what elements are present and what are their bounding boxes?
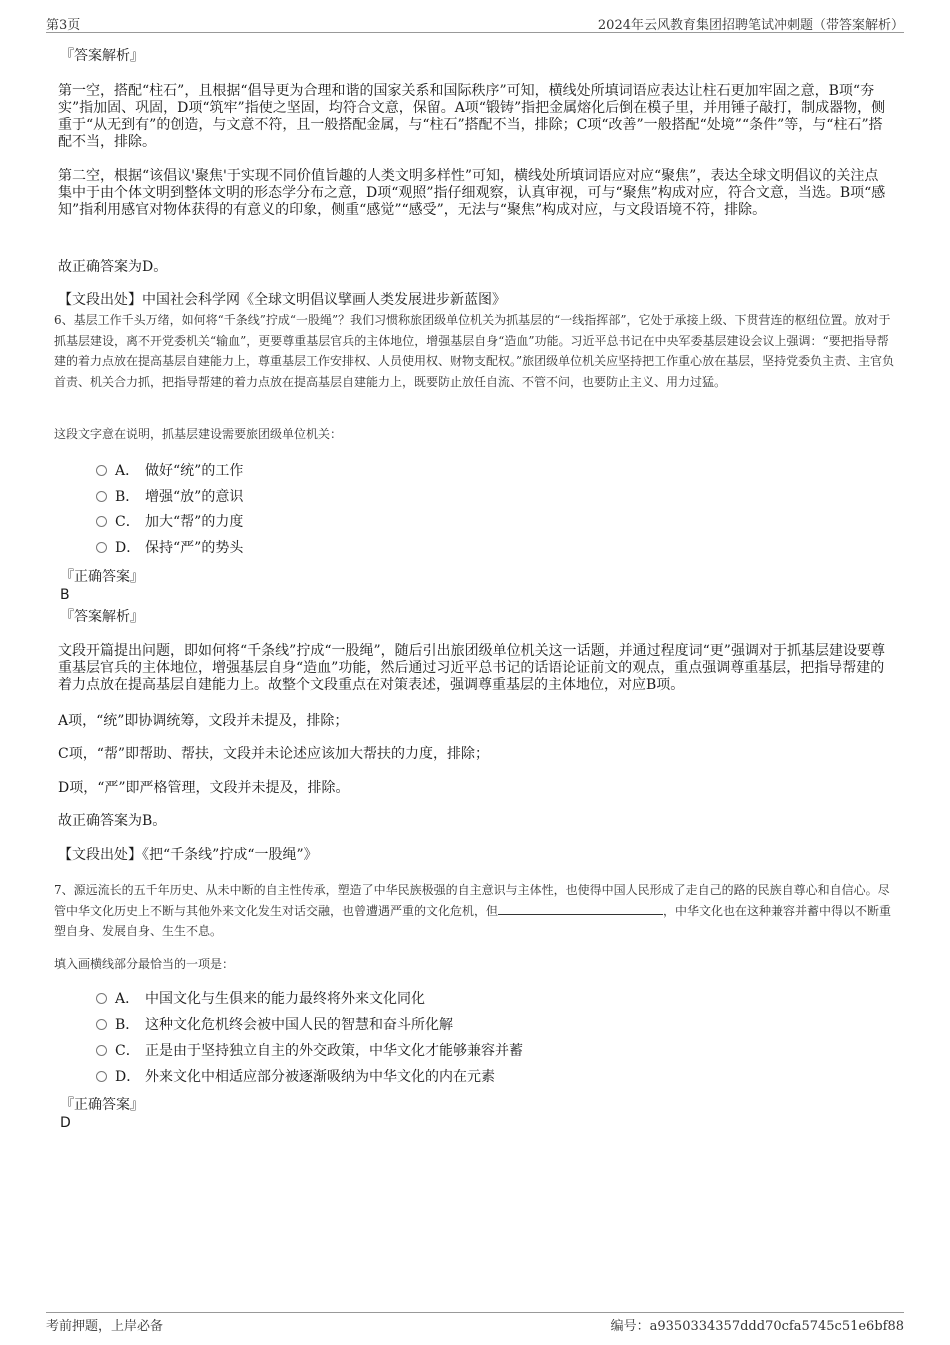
q6-note-c: C项，“帮”即帮助、帮扶，文段并未论述应该加大帮扶的力度，排除； — [58, 746, 490, 762]
q6-option-b[interactable]: B． 增强“放”的意识 — [96, 487, 243, 507]
q6-note-d: D项，“严”即严格管理，文段并未提及，排除。 — [58, 780, 350, 796]
q6-note-a: A项，“统”即协调统筹，文段并未提及，排除； — [58, 713, 349, 729]
radio-icon[interactable] — [96, 1019, 107, 1030]
radio-icon[interactable] — [96, 542, 107, 553]
q6-conclusion: 故正确答案为B。 — [58, 813, 167, 829]
q7-answer-heading: 『正确答案』 — [60, 1097, 144, 1113]
q6-source: 【文段出处】《把“千条线”拧成“一股绳”》 — [58, 847, 318, 863]
q6-analysis-heading: 『答案解析』 — [60, 609, 144, 625]
q5-analysis-para2: 第二空，根据“该倡议'聚焦'于实现不同价值旨趣的人类文明多样性”可知，横线处所填词语应对应“聚焦”，表达全球文明倡议的关注点集中于由个体文明到整体文明的形态学分布之意，D项“观照”指仔细观察，认真审视，可与“聚焦”构成对应，符合文意，当选。B项“感知”指利用感官对物体获得的有意义的印象，侧重“感觉”“感受”，无法与“聚焦”构成对应，与文段语境不符，排除。 — [58, 168, 886, 218]
q6-option-d[interactable]: D． 保持“严”的势头 — [96, 538, 243, 558]
radio-icon[interactable] — [96, 993, 107, 1004]
page-number: 第3页 — [46, 18, 81, 33]
q6-stem: 6、基层工作千头万绪，如何将“千条线”拧成“一股绳”？我们习惯称旅团级单位机关为抓基层的“一线指挥部”，它处于承接上级、下贯营连的枢纽位置。放对于抓基层建设，离不开党委机关“输血”，更要尊重基层官兵的主体地位，增强基层自身“造血”功能。习近平总书记在中央军委基层建设会议上强调：“要把指导帮建的着力点放在提高基层自建能力上，尊重基层工作安排权、人员使用权、财物支配权。”旅团级单位机关应坚持把工作重心放在基层，坚持党委负主责、主官负首责、机关合力抓，把指导帮建的着力点放在提高基层自建能力上，既要防止放任自流、不管不问，也要防止主义、用力过猛。 — [54, 313, 895, 389]
document-id: 编号：a9350334357ddd70cfa5745c51e6bf88 — [610, 1319, 904, 1334]
footer-slogan: 考前押题，上岸必备 — [46, 1319, 164, 1334]
q7-option-c[interactable]: C． 正是由于坚持独立自主的外交政策，中华文化才能够兼容并蓄 — [96, 1041, 523, 1061]
radio-icon[interactable] — [96, 491, 107, 502]
page-header — [46, 12, 904, 33]
radio-icon[interactable] — [96, 465, 107, 476]
q6-answer: B — [60, 587, 70, 603]
q7-stem: 7、源远流长的五千年历史、从未中断的自主性传承，塑造了中华民族极强的自主意识与主体性，也使得中国人民形成了走自己的路的民族自尊心和自信心。尽管中华文化历史上不断与其他外来文化发生对话交融，也曾遭遇严重的文化危机，但 ，中华文化也在这种兼容并蓄中得以不断重塑自身、发展自身、生生不息。 — [54, 883, 892, 938]
q6-analysis: 文段开篇提出问题，即如何将“千条线”拧成“一股绳”，随后引出旅团级单位机关这一话题，并通过程度词“更”强调对于抓基层建设要尊重基层官兵的主体地位，增强基层自身“造血”功能，然后通过习近平总书记的话语论证前文的观点，重点强调尊重基层，把指导帮建的着力点放在提高基层自建能力上。故整个文段重点在对策表述，强调尊重基层的主体地位，对应B项。 — [58, 643, 885, 693]
radio-icon[interactable] — [96, 1071, 107, 1082]
q7-option-a[interactable]: A． 中国文化与生俱来的能力最终将外来文化同化 — [96, 989, 425, 1009]
q6-option-a[interactable]: A． 做好“统”的工作 — [96, 461, 243, 481]
q6-prompt: 这段文字意在说明，抓基层建设需要旅团级单位机关： — [54, 427, 343, 441]
page-footer — [46, 1312, 904, 1337]
q5-analysis-heading: 『答案解析』 — [60, 48, 144, 64]
q7-prompt: 填入画横线部分最恰当的一项是： — [54, 957, 235, 971]
q5-analysis-para1: 第一空，搭配“柱石”，且根据“倡导更为合理和谐的国家关系和国际秩序”可知，横线处所填词语应表达让柱石更加牢固之意，B项“夯实”指加固、巩固，D项“筑牢”指使之坚固，均符合文意，保留。A项“锻铸”指把金属熔化后倒在模子里，并用锤子敲打，制成器物，侧重于“从无到有”的创造，与文意不符，且一般搭配金属，与“柱石”搭配不当，排除；C项“改善”一般搭配“处境”“条件”等，与“柱石”搭配不当，排除。 — [58, 83, 886, 150]
q6-answer-heading: 『正确答案』 — [60, 569, 144, 585]
q7-option-d[interactable]: D． 外来文化中相适应部分被逐渐吸纳为中华文化的内在元素 — [96, 1067, 495, 1087]
document-title: 2024年云风教育集团招聘笔试冲刺题（带答案解析） — [597, 18, 904, 33]
q5-conclusion: 故正确答案为D。 — [58, 259, 168, 275]
fill-in-blank — [498, 902, 663, 915]
q7-option-b[interactable]: B． 这种文化危机终会被中国人民的智慧和奋斗所化解 — [96, 1015, 453, 1035]
q6-option-c[interactable]: C． 加大“帮”的力度 — [96, 512, 243, 532]
radio-icon[interactable] — [96, 516, 107, 527]
q5-source: 【文段出处】中国社会科学网《全球文明倡议擘画人类发展进步新蓝图》 — [58, 292, 506, 308]
q7-answer: D — [60, 1115, 71, 1131]
radio-icon[interactable] — [96, 1045, 107, 1056]
